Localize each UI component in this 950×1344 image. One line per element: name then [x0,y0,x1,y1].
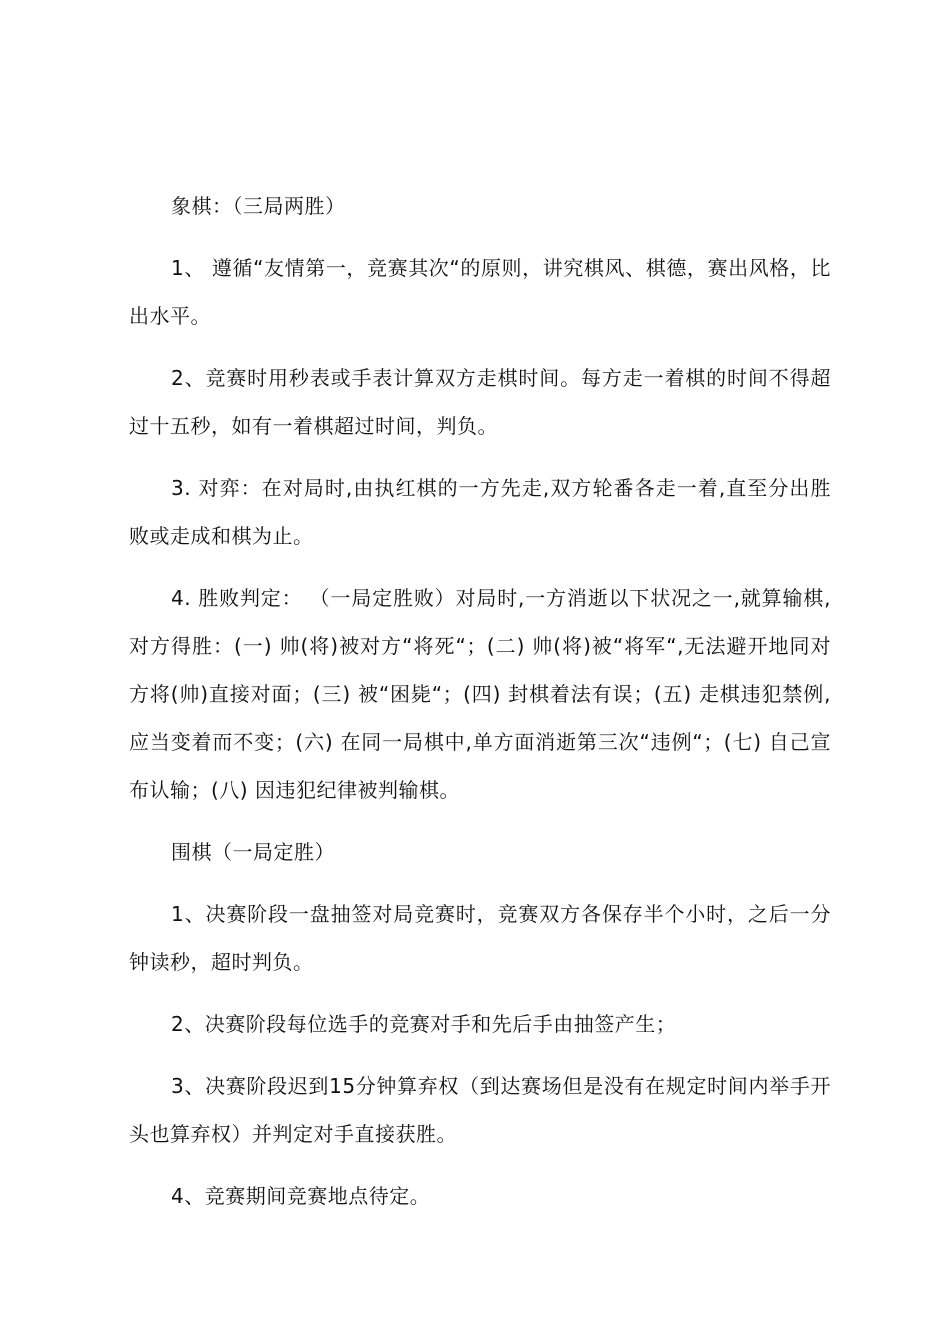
weiqi-rule-3: 3、决赛阶段迟到15分钟算弃权（到达赛场但是没有在规定时间内举手开头也算弃权）并判定对手直接获胜。 [129,1074,831,1146]
document-body [129,182,831,1234]
section-heading-xiangqi: 象棋：（三局两胜） [171,194,346,218]
xiangqi-rule-1: 1、 遵循“友情第一，竞赛其次“的原则，讲究棋风、棋德，赛出风格，比出水平。 [129,256,831,328]
weiqi-rule-2: 2、决赛阶段每位选手的竞赛对手和先后手由抽签产生； [171,1012,677,1036]
weiqi-rule-4: 4、竞赛期间竞赛地点待定。 [171,1184,431,1208]
xiangqi-rule-3: 3. 对弈：在对局时,由执红棋的一方先走,双方轮番各走一着,直至分出胜败或走成和棋为止。 [129,476,831,548]
xiangqi-rule-4: 4. 胜败判定： （一局定胜败）对局时,一方消逝以下状况之一,就算输棋,对方得胜：(一) 帅(将)被对方“将死“；(二) 帅(将)被“将军“,无法避开地同对方将(帅)直接对面；(三) 被“困毙“；(四) 封棋着法有误；(五) 走棋违犯禁例,应当变着而不变；(六) 在同一局棋中,单方面消逝第三次“违例“；(七) 自己宣布认输；(八) 因违犯纪律被判输棋。 [129,586,831,802]
section-heading-weiqi: 围棋（一局定胜） [171,840,335,864]
weiqi-rule-1: 1、决赛阶段一盘抽签对局竞赛时，竞赛双方各保存半个小时，之后一分钟读秒，超时判负。 [129,902,831,974]
xiangqi-rule-2: 2、竞赛时用秒表或手表计算双方走棋时间。每方走一着棋的时间不得超过十五秒，如有一着棋超过时间，判负。 [129,366,831,438]
